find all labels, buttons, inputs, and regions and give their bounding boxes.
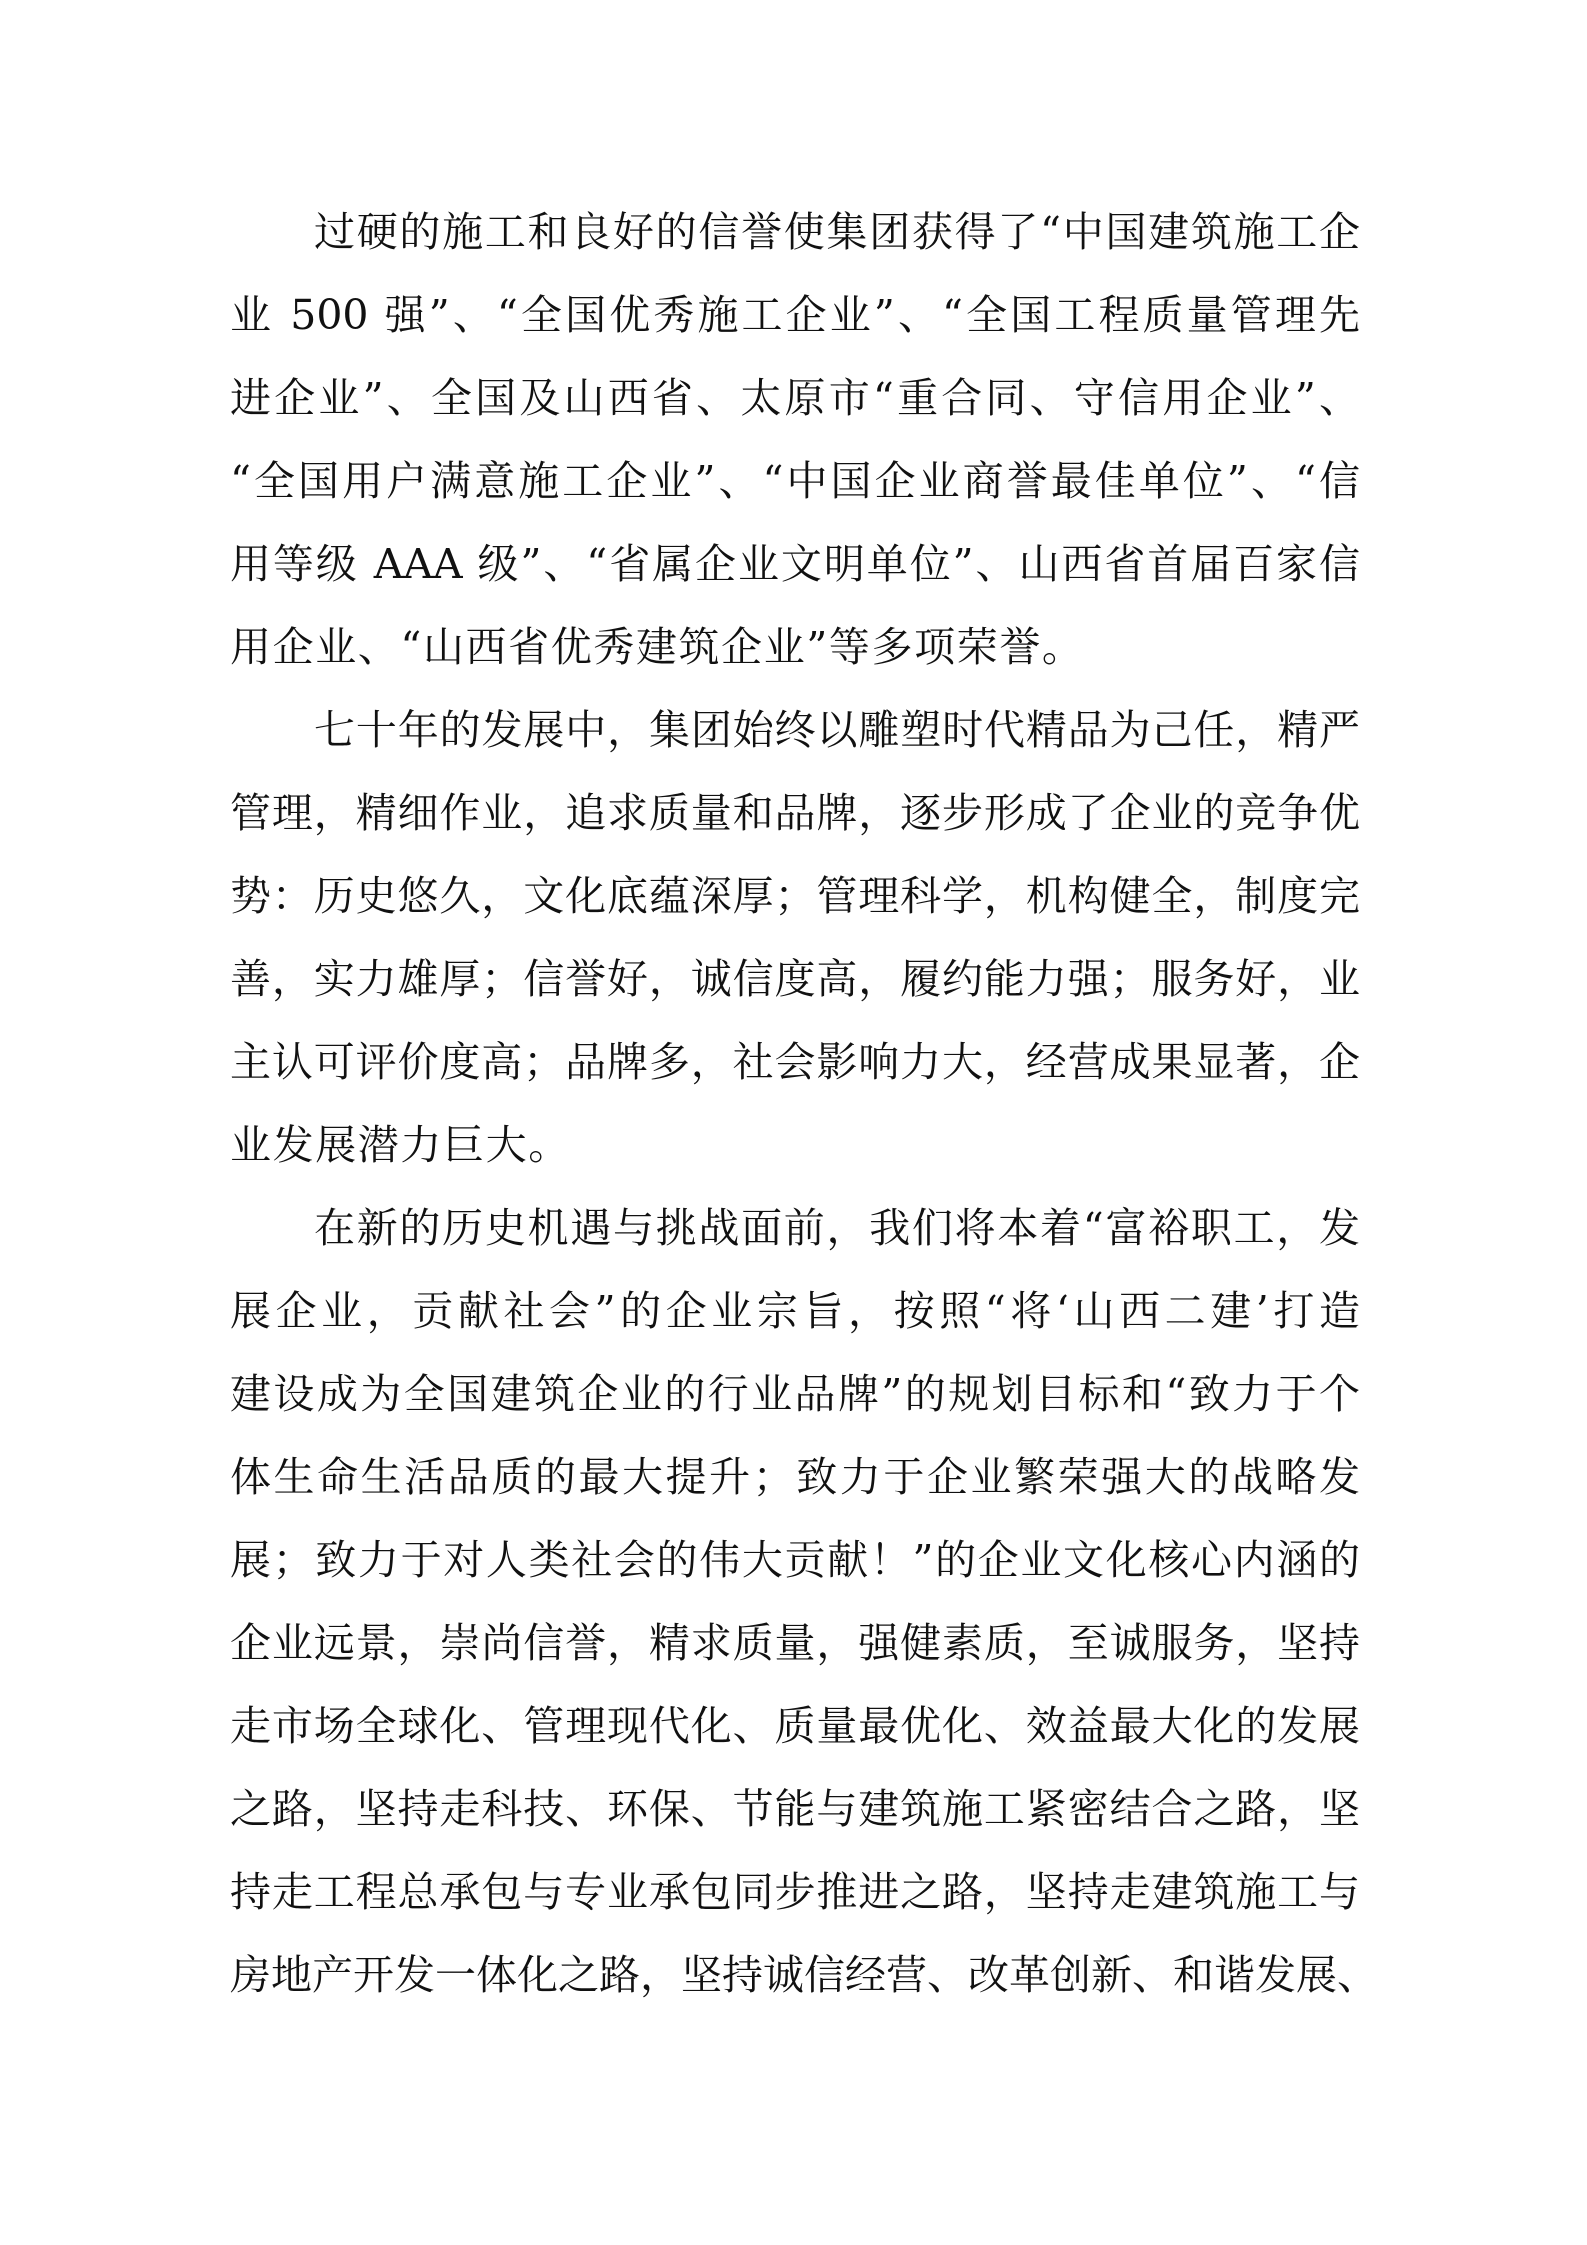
text-line: 走市场全球化、管理现代化、质量最优化、效益最大化的发展 xyxy=(230,1702,1360,1750)
paragraph-vision xyxy=(230,1187,1378,2017)
text-line: 建设成为全国建筑企业的行业品牌”的规划目标和“致力于个 xyxy=(230,1370,1360,1418)
text-line: 业发展潜力巨大。 xyxy=(230,1121,571,1169)
text-line: 业 500 强”、“全国优秀施工企业”、“全国工程质量管理先 xyxy=(230,291,1360,339)
text-line: 在新的历史机遇与挑战面前，我们将本着“富裕职工，发 xyxy=(314,1204,1360,1252)
text-line: 七十年的发展中，集团始终以雕塑时代精品为己任，精严 xyxy=(314,706,1360,754)
text-line: 之路，坚持走科技、环保、节能与建筑施工紧密结合之路，坚 xyxy=(230,1785,1360,1833)
text-line: 展企业，贡献社会”的企业宗旨，按照“将‘山西二建’打造 xyxy=(230,1287,1360,1335)
paragraph-honors xyxy=(230,191,1360,689)
text-line: 过硬的施工和良好的信誉使集团获得了“中国建筑施工企 xyxy=(314,208,1360,256)
text-line: 持走工程总承包与专业承包同步推进之路，坚持走建筑施工与 xyxy=(230,1868,1360,1916)
text-line: “全国用户满意施工企业”、“中国企业商誉最佳单位”、“信 xyxy=(230,457,1360,505)
text-line: 房地产开发一体化之路，坚持诚信经营、改革创新、和谐发展、 xyxy=(230,1951,1378,1999)
text-line: 企业远景，崇尚信誉，精求质量，强健素质，至诚服务，坚持 xyxy=(230,1619,1360,1667)
text-line: 主认可评价度高；品牌多，社会影响力大，经营成果显著，企 xyxy=(230,1038,1360,1086)
paragraph-development xyxy=(230,689,1360,1187)
text-line: 展；致力于对人类社会的伟大贡献！”的企业文化核心内涵的 xyxy=(230,1536,1360,1584)
text-line: 体生命生活品质的最大提升；致力于企业繁荣强大的战略发 xyxy=(230,1453,1360,1501)
body-text xyxy=(230,191,1378,2017)
text-line: 用等级 AAA 级”、“省属企业文明单位”、山西省首届百家信 xyxy=(230,540,1360,588)
text-line: 进企业”、全国及山西省、太原市“重合同、守信用企业”、 xyxy=(230,374,1360,422)
text-line: 势：历史悠久，文化底蕴深厚；管理科学，机构健全，制度完 xyxy=(230,872,1360,920)
text-line: 用企业、“山西省优秀建筑企业”等多项荣誉。 xyxy=(230,623,1085,671)
text-line: 善，实力雄厚；信誉好，诚信度高，履约能力强；服务好，业 xyxy=(230,955,1360,1003)
text-line: 管理，精细作业，追求质量和品牌，逐步形成了企业的竞争优 xyxy=(230,789,1360,837)
